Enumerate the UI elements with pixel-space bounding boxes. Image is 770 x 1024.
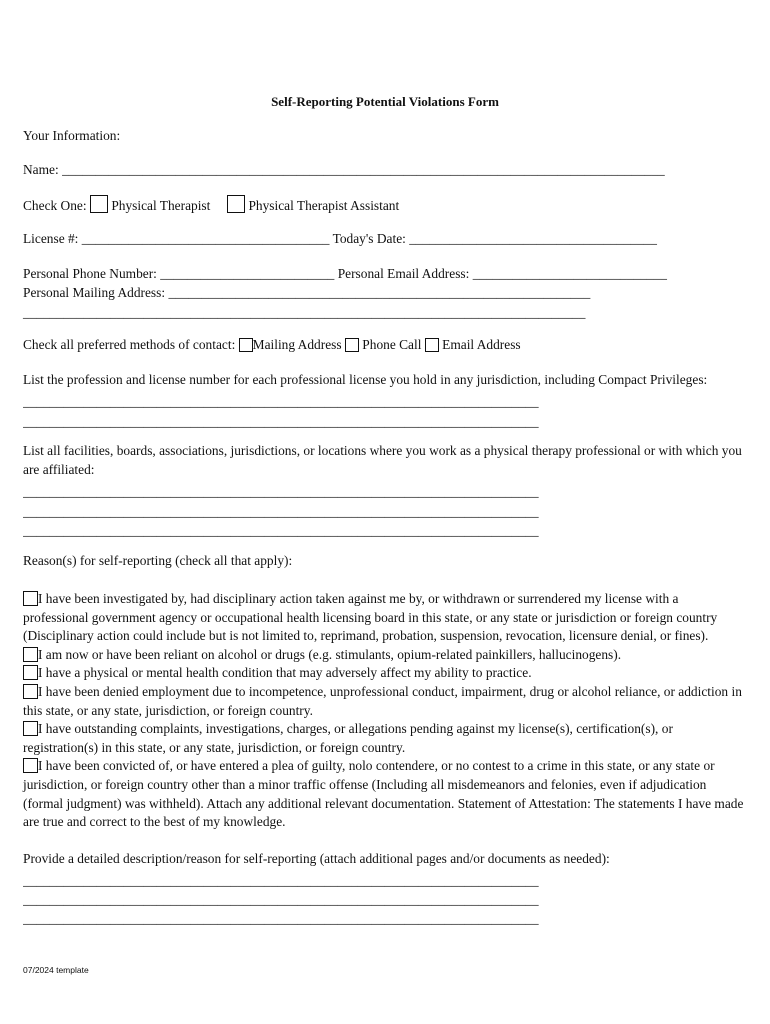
mailing-label: Personal Mailing Address: xyxy=(23,285,166,300)
name-field[interactable]: __________________________________________________________________________________________ xyxy=(62,162,665,177)
reason-item-6 xyxy=(23,757,745,831)
reason-4-text: I have been denied employment due to incompetence, unprofessional conduct, impairment, drug or alcohol reliance, or addiction in this state, or any state, jurisdiction, or foreign country. xyxy=(23,683,742,718)
reason-4-checkbox[interactable] xyxy=(23,684,38,699)
reason-2-checkbox[interactable] xyxy=(23,647,38,662)
phone-label: Personal Phone Number: xyxy=(23,266,157,281)
reason-3-text: I have a physical or mental health condition that may adversely affect my ability to practice. xyxy=(38,665,532,681)
name-row xyxy=(23,162,665,177)
contact-methods-row xyxy=(23,337,521,352)
reason-3-checkbox[interactable] xyxy=(23,665,38,680)
contact-email-label: Email Address xyxy=(442,337,521,352)
reason-item-2 xyxy=(23,646,745,665)
pta-label: Physical Therapist Assistant xyxy=(248,198,400,213)
reason-item-4 xyxy=(23,683,745,720)
email-field[interactable]: _____________________________ xyxy=(472,266,667,281)
contact-mail-label: Mailing Address xyxy=(252,337,342,352)
email-label: Personal Email Address: xyxy=(337,266,470,281)
contact-phone-label: Phone Call xyxy=(362,337,422,352)
reason-6-text: I have been convicted of, or have entered a plea of guilty, nolo contendere, or no contest to a crime in this state, or any state or jurisdiction, or foreign country other than a minor traffic offense (Including all misdemeanors and felonies, even if adjudication (formal judgment) was withheld). Attach any additional relevant documentation. Statement of Attestation: The statements I have made are true and correct to the best of my knowledge. xyxy=(23,758,744,830)
license-list-label: List the profession and license number for each professional license you hold in any jurisdiction, including Compact Privileges: xyxy=(23,372,708,387)
reason-6-checkbox[interactable] xyxy=(23,758,38,773)
check-one-row xyxy=(23,195,399,213)
mailing-field-line-2[interactable]: ____________________________________________________________________________________ xyxy=(23,305,586,320)
facilities-field-1[interactable]: _____________________________________________________________________________ xyxy=(23,484,539,499)
phone-email-row xyxy=(23,266,667,281)
pta-checkbox[interactable] xyxy=(227,195,245,213)
description-label: Provide a detailed description/reason for self-reporting (attach additional pages and/or documents as needed): xyxy=(23,851,610,866)
reason-1-checkbox[interactable] xyxy=(23,591,38,606)
mailing-row xyxy=(23,285,590,300)
template-footer: 07/2024 template xyxy=(23,965,89,975)
license-row xyxy=(23,231,657,246)
description-field-1[interactable]: _____________________________________________________________________________ xyxy=(23,873,539,888)
facilities-label: List all facilities, boards, associations, jurisdictions, or locations where you work as a physical therapy professional or with which you are affiliated: xyxy=(23,443,742,477)
reasons-heading: Reason(s) for self-reporting (check all that apply): xyxy=(23,553,293,568)
mailing-field[interactable]: _______________________________________________________________ xyxy=(168,285,591,300)
check-one-label: Check One: xyxy=(23,198,87,213)
reason-5-text: I have outstanding complaints, investigations, charges, or allegations pending against my license(s), certification(s), or registration(s) in this state, or any state, jurisdiction, or foreign country. xyxy=(23,721,673,755)
physical-therapist-label: Physical Therapist xyxy=(111,198,211,213)
name-label: Name: xyxy=(23,162,59,177)
reason-item-5 xyxy=(23,720,745,757)
reason-item-1 xyxy=(23,590,745,646)
contact-email-checkbox[interactable] xyxy=(425,338,439,352)
contact-mail-checkbox[interactable] xyxy=(239,338,253,352)
license-label: License #: xyxy=(23,231,79,246)
description-field-2[interactable]: _____________________________________________________________________________ xyxy=(23,892,539,907)
your-information-heading: Your Information: xyxy=(23,128,121,143)
form-title: Self-Reporting Potential Violations Form xyxy=(271,94,499,109)
reason-item-3 xyxy=(23,664,745,683)
phone-field[interactable]: __________________________ xyxy=(160,266,335,281)
license-list-field-2[interactable]: _____________________________________________________________________________ xyxy=(23,414,539,429)
reason-1-text: I have been investigated by, had disciplinary action taken against me by, or withdrawn or surrendered my license with a professional government agency or occupational health licensing board in this state, or any state or jurisdiction or foreign country (Disciplinary action could include but is not limited to, reprimand, probation, suspension, revocation, licensure denial, or fines). xyxy=(23,591,718,644)
reason-5-checkbox[interactable] xyxy=(23,721,38,736)
todays-date-field[interactable]: _____________________________________ xyxy=(409,231,657,246)
reason-2-text: I am now or have been reliant on alcohol or drugs (e.g. stimulants, opium-related painkillers, hallucinogens). xyxy=(38,646,622,662)
description-field-3[interactable]: _____________________________________________________________________________ xyxy=(23,911,539,926)
license-field[interactable]: _____________________________________ xyxy=(81,231,330,246)
license-list-field-1[interactable]: _____________________________________________________________________________ xyxy=(23,394,539,409)
reasons-list xyxy=(23,590,745,832)
physical-therapist-checkbox[interactable] xyxy=(90,195,108,213)
contact-methods-label: Check all preferred methods of contact: xyxy=(23,337,236,352)
contact-phone-checkbox[interactable] xyxy=(345,338,359,352)
facilities-field-3[interactable]: _____________________________________________________________________________ xyxy=(23,523,539,538)
todays-date-label: Today's Date: xyxy=(332,231,406,246)
facilities-field-2[interactable]: _____________________________________________________________________________ xyxy=(23,504,539,519)
